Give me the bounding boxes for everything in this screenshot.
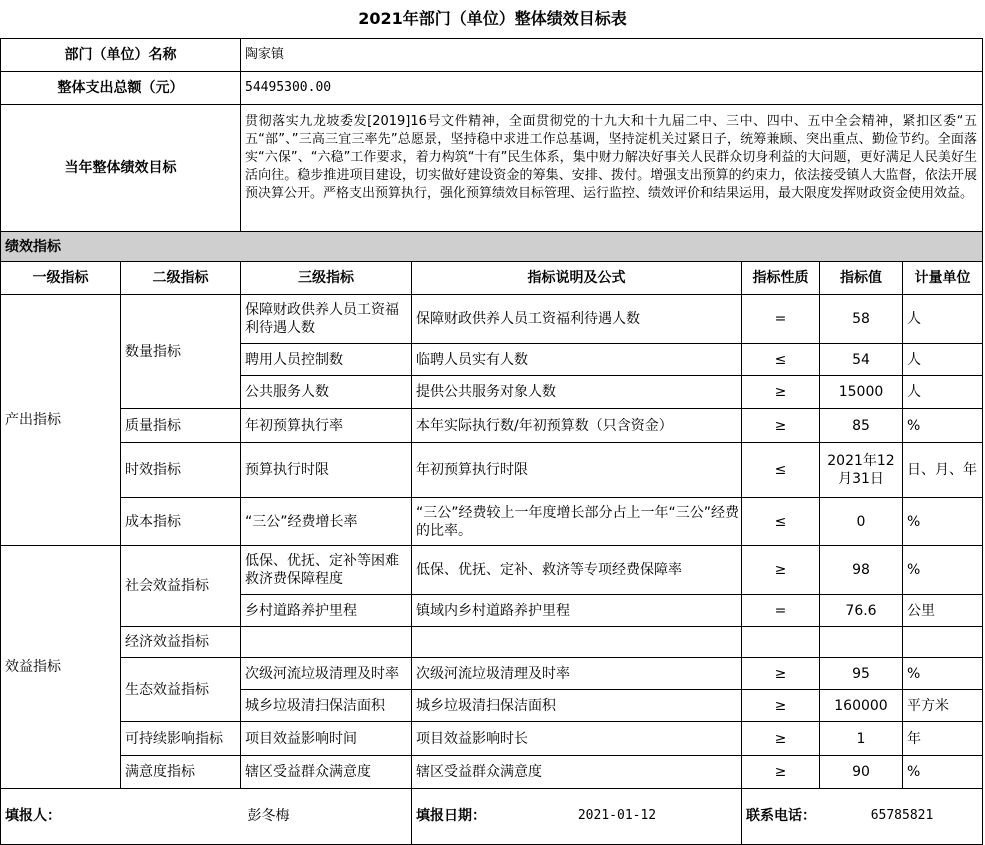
row-10-desc: 城乡垃圾清扫保洁面积 bbox=[416, 697, 556, 714]
col-header-level1: 一级指标 bbox=[32, 270, 89, 286]
row-0-value: 58 bbox=[852, 311, 870, 327]
row-8-unit bbox=[903, 627, 982, 657]
grid-vline bbox=[411, 261, 412, 789]
total-value: 54495300.00 bbox=[245, 80, 332, 95]
grid-hline bbox=[240, 343, 983, 344]
total-label: 整体支出总额（元） bbox=[57, 80, 184, 96]
grid-hline bbox=[0, 38, 983, 39]
grid-vline bbox=[240, 38, 241, 232]
level2-cost: 成本指标 bbox=[125, 513, 181, 530]
row-9-nature: ≥ bbox=[774, 665, 787, 682]
level2-social: 社会效益指标 bbox=[125, 578, 209, 594]
row-8-nature bbox=[742, 627, 819, 657]
goal-text: 贯彻落实九龙坡委发[2019]16号文件精神，全面贯彻党的十九大和十九届二中、三中、四中、五中全会精神，紧扣区委“五五“部”、”三高三宜三率先”总愿景，坚持稳中求进工作总基调，坚持淀机关过紧日子，统筹兼顾、突出重点、勤俭节约。全面落实“六保”、“六稳”工作要求，着力构筑“十有”民生体系，集中财力解决好事关人民群众切身利益的大问题，更好满足人民美好生活向往。稳步推进项目建设，切实做好建设资金的筹集、安排、拨付。增强支出预算的约束力，依法接受镇人大监督，依法开展预决算公开。严格支出预算执行，强化预算绩效目标管理、运行监控、绩效评价和结果运用，最大限度发挥财政资金使用效益。 bbox=[245, 114, 977, 201]
row-7-level3: 乡村道路养护里程 bbox=[245, 602, 357, 619]
row-5-value: 0 bbox=[856, 513, 866, 530]
row-12-nature: ≥ bbox=[774, 764, 787, 780]
grid-vline bbox=[240, 261, 241, 789]
row-1-nature: ≤ bbox=[774, 351, 787, 368]
grid-hline bbox=[240, 594, 983, 595]
row-4-desc: 年初预算执行时限 bbox=[416, 462, 528, 478]
row-7-nature: = bbox=[774, 602, 787, 619]
col-header-nature: 指标性质 bbox=[752, 270, 809, 286]
grid-hline bbox=[0, 294, 983, 295]
row-11-unit: 年 bbox=[907, 730, 921, 747]
col-header-level2: 二级指标 bbox=[152, 270, 209, 286]
grid-hline bbox=[0, 545, 983, 546]
row-11-nature: ≥ bbox=[774, 730, 787, 747]
row-1-desc: 临聘人员实有人数 bbox=[416, 351, 528, 368]
row-12-unit: % bbox=[907, 764, 921, 780]
filler-label: 填报人： bbox=[5, 808, 61, 824]
row-11-value: 1 bbox=[856, 730, 866, 747]
grid-vline bbox=[741, 788, 742, 845]
grid-hline bbox=[120, 626, 983, 627]
row-6-desc: 低保、优抚、定补、救济等专项经费保障率 bbox=[416, 562, 682, 578]
row-11-desc: 项目效益影响时长 bbox=[416, 730, 528, 747]
date-value: 2021-01-12 bbox=[577, 808, 657, 823]
row-8-level3 bbox=[241, 627, 411, 657]
row-4-level3: 预算执行时限 bbox=[245, 462, 329, 478]
row-3-nature: ≥ bbox=[774, 417, 787, 434]
grid-hline bbox=[0, 261, 983, 262]
row-9-desc: 次级河流垃圾清理及时率 bbox=[416, 665, 570, 682]
row-2-level3: 公共服务人数 bbox=[245, 384, 329, 400]
grid-vline bbox=[741, 261, 742, 789]
row-5-unit: % bbox=[907, 513, 921, 530]
row-0-desc: 保障财政供养人员工资福利待遇人数 bbox=[416, 311, 640, 327]
phone-value: 65785821 bbox=[870, 808, 934, 823]
row-12-value: 90 bbox=[852, 764, 870, 780]
col-header-unit: 计量单位 bbox=[914, 270, 971, 286]
row-5-nature: ≤ bbox=[774, 513, 787, 530]
phone-label: 联系电话： bbox=[746, 808, 816, 824]
row-8-value bbox=[820, 627, 902, 657]
row-10-nature: ≥ bbox=[774, 697, 787, 714]
row-2-desc: 提供公共服务对象人数 bbox=[416, 384, 556, 400]
page-title: 2021年部门（单位）整体绩效目标表 bbox=[358, 9, 627, 28]
row-9-value: 95 bbox=[852, 665, 870, 682]
level2-satisfaction: 满意度指标 bbox=[125, 764, 195, 780]
row-5-level3: “三公”经费增长率 bbox=[245, 513, 358, 530]
grid-hline bbox=[0, 104, 983, 105]
grid-hline bbox=[240, 689, 983, 690]
row-2-value: 15000 bbox=[838, 384, 884, 400]
grid-vline bbox=[411, 788, 412, 845]
goal-label: 当年整体绩效目标 bbox=[64, 160, 177, 176]
grid-hline bbox=[0, 788, 983, 789]
row-6-unit: % bbox=[907, 562, 921, 578]
filler-value: 彭冬梅 bbox=[247, 808, 290, 824]
col-header-value: 指标值 bbox=[840, 270, 882, 286]
section-title: 绩效指标 bbox=[5, 238, 61, 255]
row-8-desc bbox=[412, 627, 741, 657]
grid-vline bbox=[982, 38, 983, 845]
row-7-unit: 公里 bbox=[907, 602, 935, 619]
row-9-level3: 次级河流垃圾清理及时率 bbox=[245, 665, 399, 682]
row-10-unit: 平方米 bbox=[907, 697, 949, 714]
row-6-value: 98 bbox=[852, 562, 870, 578]
grid-vline bbox=[819, 261, 820, 789]
row-2-nature: ≥ bbox=[774, 384, 787, 400]
row-4-value: 2021年12月31日 bbox=[827, 453, 895, 487]
dept-value: 陶家镇 bbox=[245, 47, 285, 62]
level2-quantity: 数量指标 bbox=[125, 343, 181, 360]
row-5-desc: “三公”经费较上一年度增长部分占上一年“三公”经费的比率。 bbox=[416, 504, 740, 539]
row-2-unit: 人 bbox=[907, 384, 921, 400]
level2-sustainable: 可持续影响指标 bbox=[125, 730, 223, 747]
grid-vline bbox=[0, 38, 1, 845]
row-1-value: 54 bbox=[852, 351, 870, 368]
row-11-level3: 项目效益影响时间 bbox=[245, 730, 357, 747]
row-9-unit: % bbox=[907, 665, 921, 682]
row-4-unit: 日、月、年 bbox=[907, 462, 977, 478]
row-10-level3: 城乡垃圾清扫保洁面积 bbox=[245, 697, 385, 714]
grid-hline bbox=[120, 721, 983, 722]
row-4-nature: ≤ bbox=[774, 462, 787, 478]
row-10-value: 160000 bbox=[834, 697, 888, 714]
level1-benefit: 效益指标 bbox=[5, 659, 61, 675]
grid-hline bbox=[120, 408, 983, 409]
row-6-nature: ≥ bbox=[774, 562, 787, 578]
grid-vline bbox=[902, 261, 903, 789]
row-7-value: 76.6 bbox=[845, 602, 877, 619]
grid-hline bbox=[120, 657, 983, 658]
dept-label: 部门（单位）名称 bbox=[64, 47, 177, 63]
row-6-level3: 低保、优抚、定补等困难救济费保障程度 bbox=[245, 553, 399, 587]
level2-ecological: 生态效益指标 bbox=[125, 681, 209, 698]
row-3-level3: 年初预算执行率 bbox=[245, 417, 343, 434]
row-3-unit: % bbox=[907, 417, 921, 434]
grid-hline bbox=[120, 497, 983, 498]
row-1-unit: 人 bbox=[907, 351, 921, 368]
row-7-desc: 镇域内乡村道路养护里程 bbox=[416, 602, 570, 619]
grid-hline bbox=[240, 375, 983, 376]
col-header-desc: 指标说明及公式 bbox=[527, 270, 626, 286]
level2-economic: 经济效益指标 bbox=[125, 634, 209, 650]
row-3-value: 85 bbox=[852, 417, 870, 434]
row-1-level3: 聘用人员控制数 bbox=[245, 351, 343, 368]
grid-vline bbox=[120, 261, 121, 789]
grid-hline bbox=[120, 755, 983, 756]
level1-output: 产出指标 bbox=[5, 412, 61, 428]
row-0-nature: = bbox=[774, 311, 787, 327]
grid-hline bbox=[120, 442, 983, 443]
row-0-unit: 人 bbox=[907, 311, 921, 327]
date-label: 填报日期： bbox=[416, 808, 486, 824]
grid-hline bbox=[0, 231, 983, 232]
row-0-level3: 保障财政供养人员工资福利待遇人数 bbox=[245, 302, 399, 336]
row-12-level3: 辖区受益群众满意度 bbox=[245, 764, 371, 780]
col-header-level3: 三级指标 bbox=[298, 270, 354, 286]
level2-quality: 质量指标 bbox=[125, 417, 181, 434]
grid-hline bbox=[0, 71, 983, 72]
level2-timeliness: 时效指标 bbox=[125, 462, 181, 478]
row-3-desc: 本年实际执行数/年初预算数（只含资金） bbox=[416, 417, 673, 434]
row-12-desc: 辖区受益群众满意度 bbox=[416, 764, 542, 780]
